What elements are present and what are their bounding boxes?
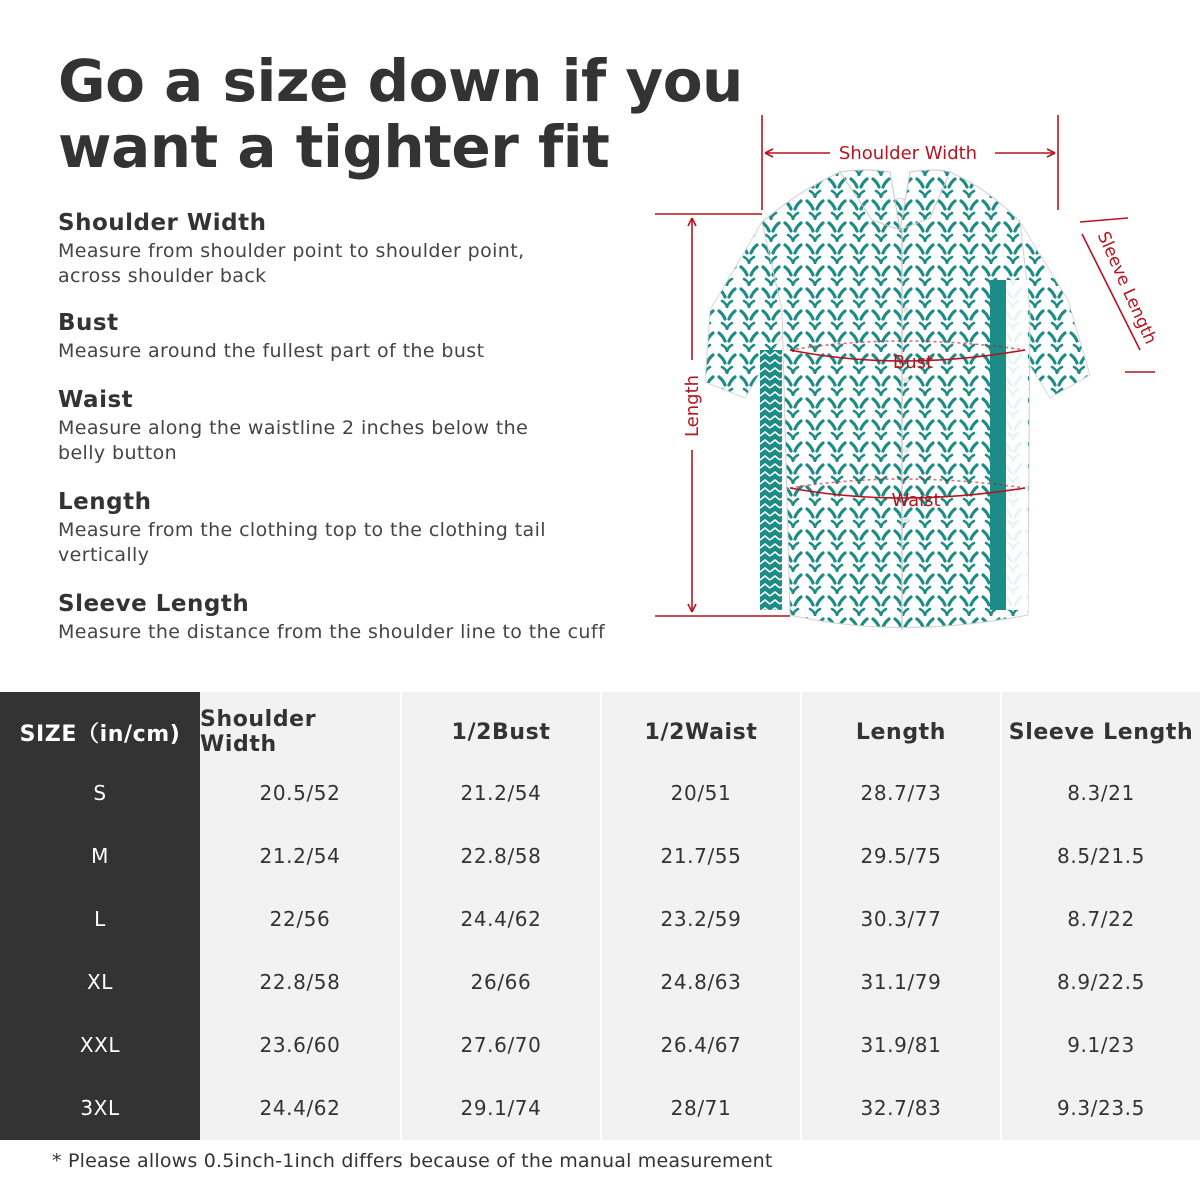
size-column	[0, 692, 200, 1140]
headline-line-2: want a tighter fit	[58, 113, 610, 181]
size-label: XXL	[79, 1032, 121, 1057]
table-cell: 28.7/73	[860, 780, 942, 805]
guide-title: Length	[58, 489, 152, 515]
table-cell: 31.1/79	[860, 969, 942, 994]
column-half-bust	[402, 692, 600, 1140]
left-stripe	[760, 350, 782, 610]
guide-description: Measure from the clothing top to the clothing tail vertically	[58, 519, 546, 566]
table-cell: 23.6/60	[259, 1032, 341, 1057]
table-cell: 22.8/58	[460, 843, 542, 868]
table-cell: 28/71	[670, 1095, 732, 1120]
table-cell: 24.4/62	[259, 1095, 341, 1120]
table-cell: 8.7/22	[1067, 906, 1135, 931]
right-stripe	[990, 280, 1006, 610]
guide-description: Measure the distance from the shoulder line to the cuff	[58, 621, 606, 643]
column-header: Sleeve Length	[1008, 719, 1194, 745]
label-sleeve-length: Sleeve Length	[1092, 228, 1161, 348]
guide-title: Waist	[58, 387, 134, 413]
table-cell: 21.7/55	[660, 843, 742, 868]
shirt-body	[762, 172, 1030, 628]
table-cell: 29.1/74	[460, 1095, 542, 1120]
size-label: XL	[86, 969, 114, 994]
table-cell: 8.3/21	[1067, 780, 1135, 805]
guide-description: Measure along the waistline 2 inches below the belly button	[58, 417, 529, 464]
guide-bust	[58, 310, 618, 364]
column-header: Length	[855, 719, 947, 745]
table-cell: 22/56	[269, 906, 331, 931]
table-cell: 8.9/22.5	[1057, 969, 1145, 994]
guide-length	[58, 489, 618, 568]
column-header: 1/2Bust	[451, 719, 551, 745]
size-label: M	[91, 843, 109, 868]
table-cell: 9.1/23	[1067, 1032, 1135, 1057]
guide-description: Measure from shoulder point to shoulder point, across shoulder back	[58, 240, 525, 287]
guide-title: Bust	[58, 310, 119, 336]
column-half-waist	[602, 692, 800, 1140]
column-shoulder-width	[200, 692, 400, 1140]
guide-shoulder-width	[58, 210, 618, 289]
table-cell: 31.9/81	[860, 1032, 942, 1057]
table-cell: 21.2/54	[460, 780, 542, 805]
table-cell: 26/66	[470, 969, 532, 994]
shirt-illustration	[650, 110, 1170, 655]
table-cell: 20/51	[670, 780, 732, 805]
guide-title: Shoulder Width	[58, 210, 267, 236]
column-sleeve-length	[1002, 692, 1200, 1140]
size-chart-table	[0, 692, 1200, 1140]
label-length: Length	[682, 374, 703, 438]
table-cell: 30.3/77	[860, 906, 942, 931]
column-header: Shoulder Width	[200, 707, 317, 757]
shirt-diagram	[650, 110, 1170, 655]
label-waist: Waist	[891, 490, 941, 511]
guide-description: Measure around the fullest part of the bust	[58, 340, 485, 362]
table-cell: 29.5/75	[860, 843, 942, 868]
table-cell: 21.2/54	[259, 843, 341, 868]
table-cell: 26.4/67	[660, 1032, 742, 1057]
footnote: * Please allows 0.5inch-1inch differs because of the manual measurement	[52, 1150, 773, 1172]
column-header: 1/2Waist	[644, 719, 758, 745]
table-cell: 27.6/70	[460, 1032, 542, 1057]
size-header: SIZE（in/cm)	[19, 721, 181, 747]
table-cell: 8.5/21.5	[1057, 843, 1145, 868]
guide-sleeve-length	[58, 591, 618, 645]
size-label: L	[94, 906, 106, 931]
table-cell: 23.2/59	[660, 906, 742, 931]
label-bust: Bust	[892, 352, 934, 373]
size-label: 3XL	[80, 1095, 120, 1120]
column-length	[802, 692, 1000, 1140]
label-shoulder-width: Shoulder Width	[838, 143, 978, 164]
table-cell: 32.7/83	[860, 1095, 942, 1120]
headline	[58, 48, 743, 180]
table-cell: 20.5/52	[259, 780, 341, 805]
table-cell: 9.3/23.5	[1057, 1095, 1145, 1120]
headline-line-1: Go a size down if you	[58, 47, 743, 115]
table-cell: 24.8/63	[660, 969, 742, 994]
guide-waist	[58, 387, 618, 466]
table-cell: 24.4/62	[460, 906, 542, 931]
size-label: S	[93, 780, 107, 805]
table-cell: 22.8/58	[259, 969, 341, 994]
guide-title: Sleeve Length	[58, 591, 250, 617]
